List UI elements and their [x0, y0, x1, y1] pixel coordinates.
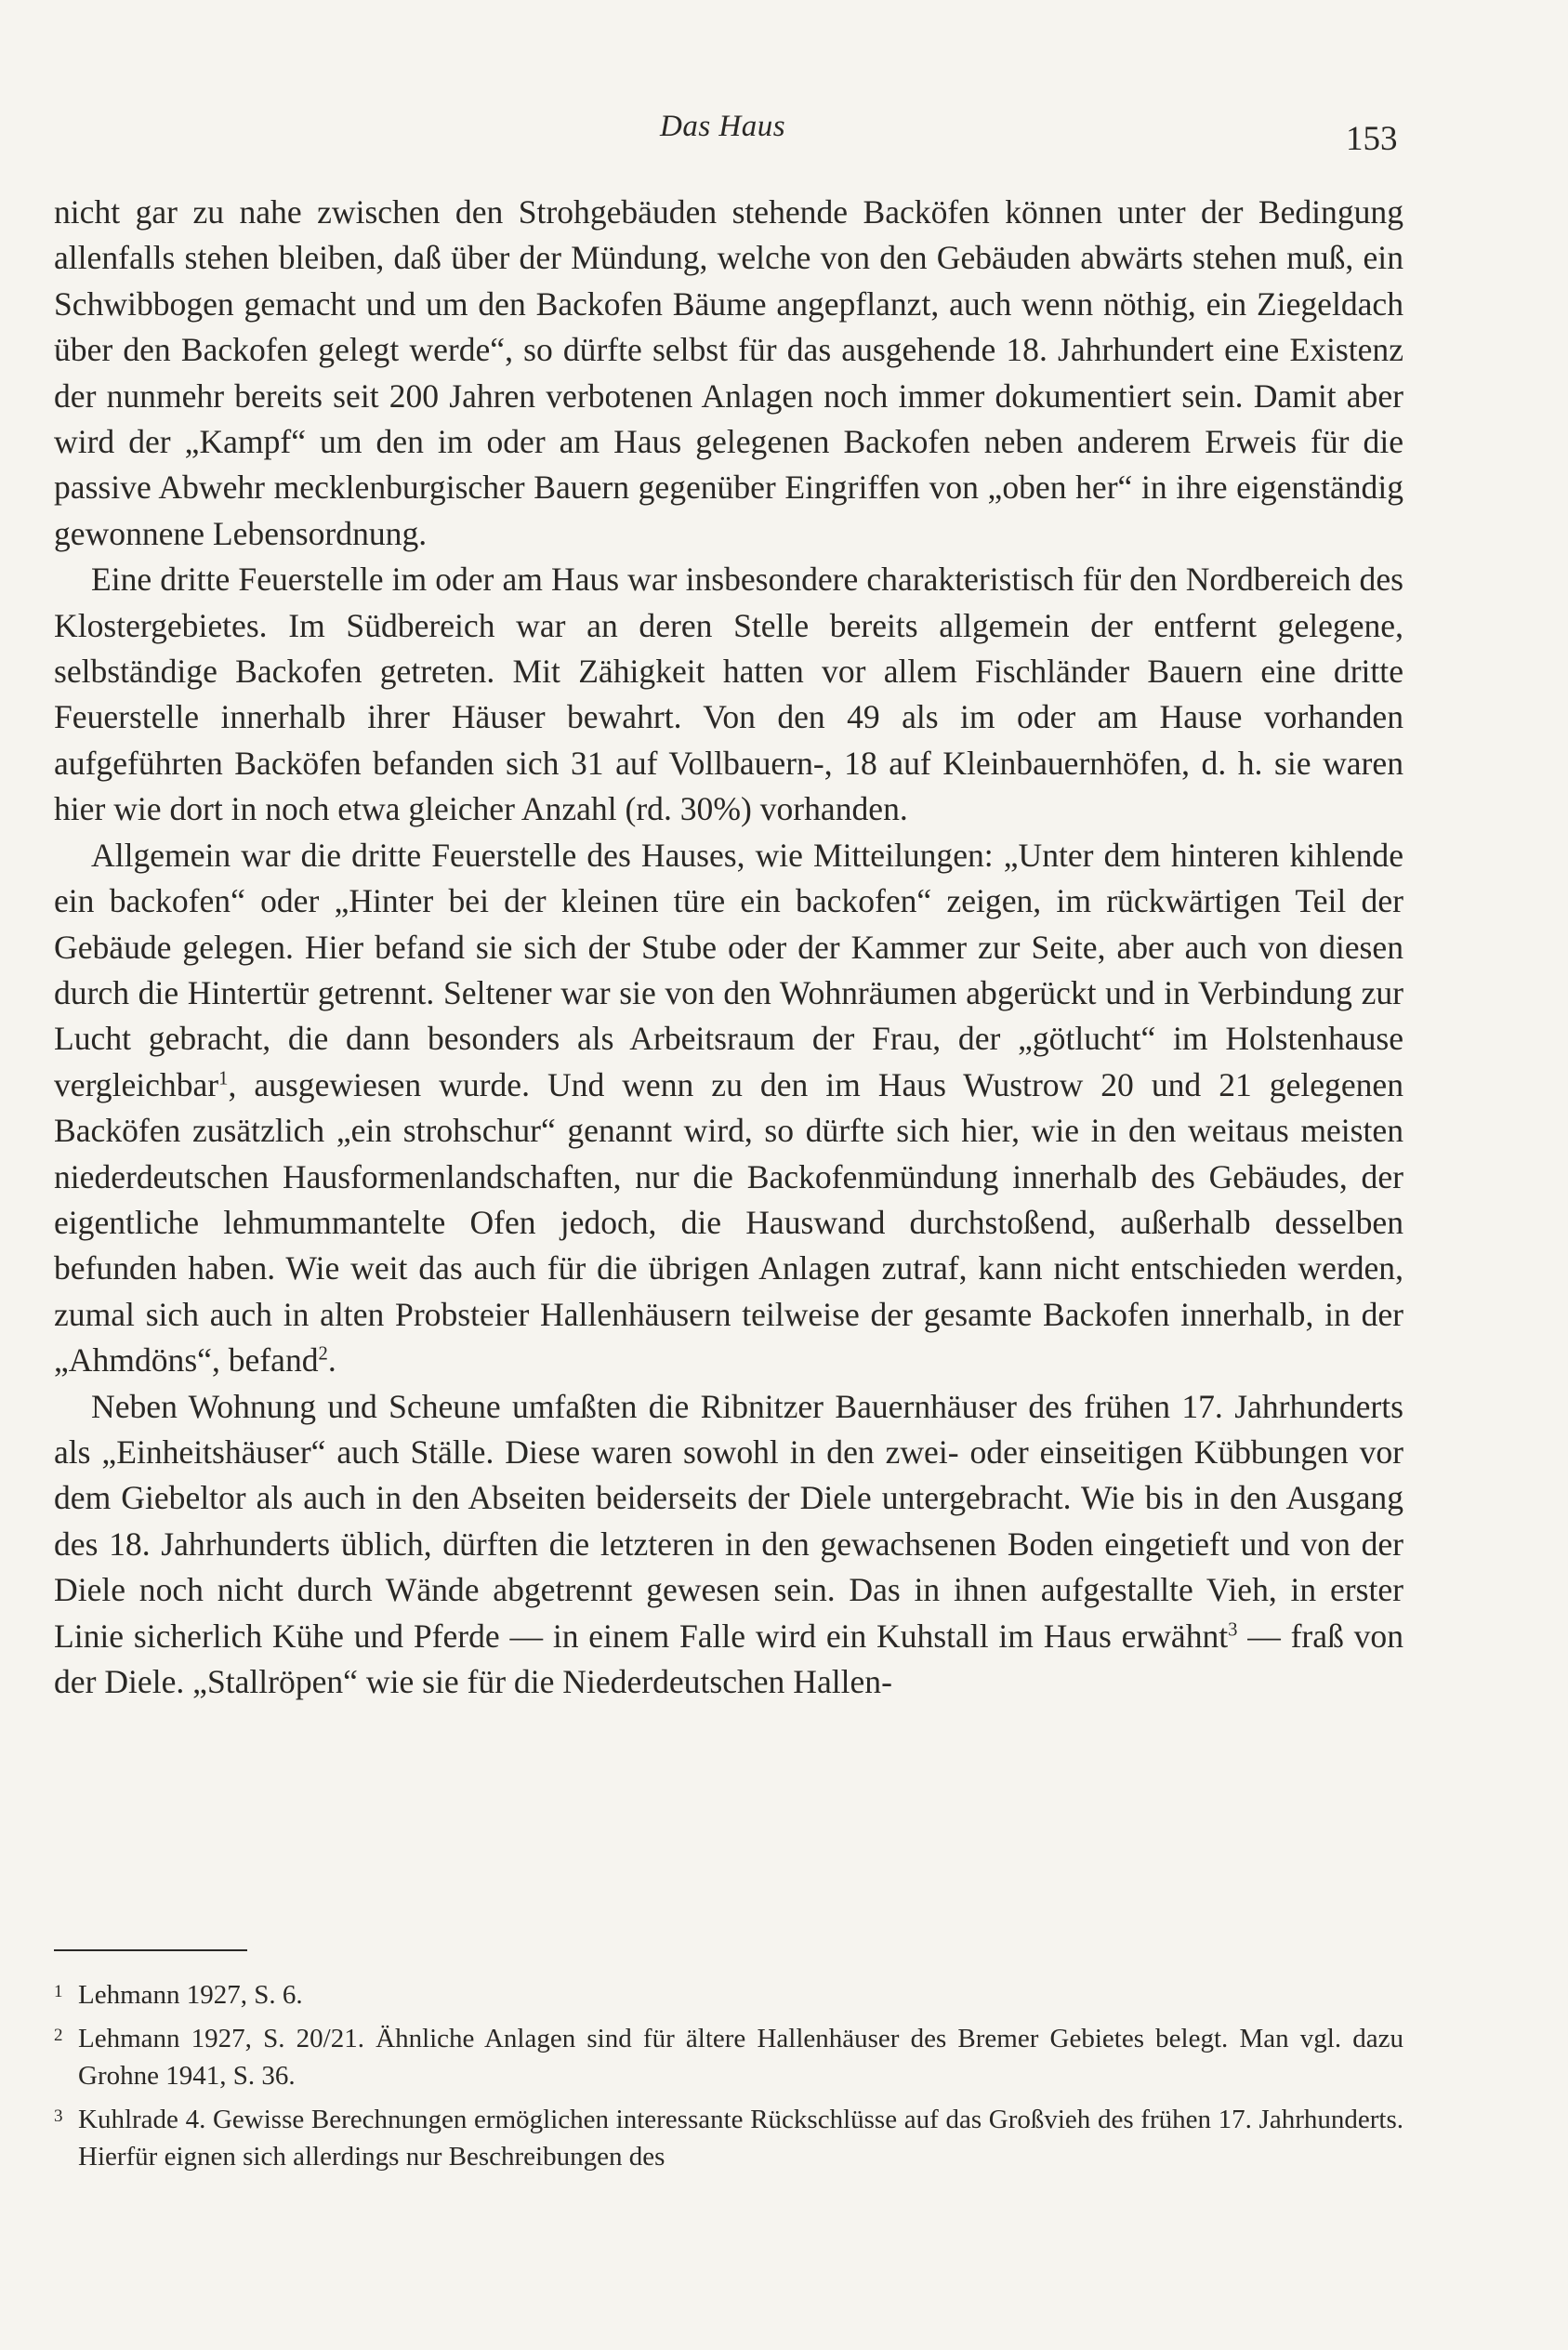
paragraph: [54, 1384, 1403, 1706]
footnote-reference: 2: [318, 1343, 328, 1365]
paragraph: [54, 833, 1403, 1384]
paragraph: [54, 557, 1403, 832]
footnote: [54, 1976, 1403, 2014]
footnote-reference: 3: [1228, 1619, 1238, 1641]
footnote-text: Kuhlrade 4. Gewisse Berechnungen ermöglichen interessante Rückschlüsse auf das Großvieh des frühen 17. Jahrhunderts. Hierfür eignen sich allerdings nur Beschreibungen des: [78, 2104, 1403, 2172]
footnote-reference: 1: [218, 1068, 229, 1089]
paragraph: [54, 190, 1403, 557]
paragraph-text: , ausgewiesen wurde. Und wenn zu den im Haus Wustrow 20 und 21 gelegenen Backöfen zusätzlich „ein strohschur“ genannt wird, so dürfte sich hier, wie in den weitaus meisten niederdeutschen Hausformenlandschaften, nur die Backofenmündung innerhalb des Gebäudes, der eigentliche lehmummantelte Ofen jedoch, die Hauswand durchstoßend, außerhalb desselben befunden haben. Wie weit das auch für die übrigen Anlagen zutraf, kann nicht entschieden werden, zumal sich auch in alten Probsteier Hallenhäusern teilweise der gesamte Backofen innerhalb, in der „Ahmdöns“, befand: [54, 1065, 1403, 1380]
paragraph-text: nicht gar zu nahe zwischen den Strohgebäuden stehende Backöfen können unter der Bedingung allenfalls stehen bleiben, daß über der Mündung, welche von den Gebäuden abwärts stehen muß, ein Schwibbogen gemacht und um den Backofen Bäume angepflanzt, auch wenn nöthig, ein Ziegeldach über den Backofen gelegt werde“, so dürfte selbst für das ausgehende 18. Jahrhundert eine Existenz der nunmehr bereits seit 200 Jahren verbotenen Anlagen noch immer dokumentiert sein. Damit aber wird der „Kampf“ um den im oder am Haus gelegenen Backofen neben anderem Erweis für die passive Abwehr mecklenburgischer Bauern gegenüber Eingriffen von „oben her“ in ihre eigenständig gewonnene Lebensordnung.: [54, 193, 1403, 552]
footnote-text: Lehmann 1927, S. 20/21. Ähnliche Anlagen sind für ältere Hallenhäuser des Bremer Gebietes belegt. Man vgl. dazu Grohne 1941, S. 36.: [78, 2023, 1403, 2091]
paragraph-text: — fraß von der Diele. „Stallröpen“ wie sie für die Niederdeutschen Hallen-: [54, 1617, 1403, 1700]
footnote-text: Lehmann 1927, S. 6.: [78, 1980, 303, 2010]
footnote: [54, 2101, 1403, 2176]
footnotes: [54, 1976, 1403, 2182]
footnote-marker: 3: [54, 2106, 63, 2126]
footnote: [54, 2020, 1403, 2095]
paragraph-text: Neben Wohnung und Scheune umfaßten die Ribnitzer Bauernhäuser des frühen 17. Jahrhunderts als „Einheitshäuser“ auch Ställe. Diese waren sowohl in den zwei- oder einseitigen Kübbungen vor dem Giebeltor als auch in den Abseiten beiderseits der Diele untergebracht. Wie bis in den Ausgang des 18. Jahrhunderts üblich, dürften die letzteren in den gewachsenen Boden eingetieft und von der Diele noch nicht durch Wände abgetrennt gewesen sein. Das in ihnen aufgestallte Vieh, in erster Linie sicherlich Kühe und Pferde — in einem Falle wird ein Kuhstall im Haus erwähnt: [54, 1387, 1403, 1655]
running-head: Das Haus: [660, 110, 786, 143]
paragraph-text: .: [327, 1341, 336, 1380]
paragraph-text: Allgemein war die dritte Feuerstelle des Hauses, wie Mitteilungen: „Unter dem hinteren kihlende ein backofen“ oder „Hinter bei der kleinen türe ein backofen“ zeigen, im rückwärtigen Teil der Gebäude gelegen. Hier befand sie sich der Stube oder der Kammer zur Seite, aber auch von diesen durch die Hintertür getrennt. Seltener war sie von den Wohnräumen abgerückt und in Verbindung zur Lucht gebracht, die dann besonders als Arbeitsraum der Frau, der „götlucht“ im Holstenhause vergleichbar: [54, 836, 1403, 1103]
footnote-marker: 1: [54, 1982, 63, 2001]
footnote-separator: [54, 1949, 247, 1951]
body-text: [54, 190, 1403, 1705]
page-number: 153: [1346, 120, 1398, 158]
paragraph-text: Eine dritte Feuerstelle im oder am Haus war insbesondere charakteristisch für den Nordbereich des Klostergebietes. Im Südbereich war an deren Stelle bereits allgemein der entfernt gelegene, selbständige Backofen getreten. Mit Zähigkeit hatten vor allem Fischländer Bauern eine dritte Feuerstelle innerhalb ihrer Häuser bewahrt. Von den 49 als im oder am Hause vorhanden aufgeführten Backöfen befanden sich 31 auf Vollbauern-, 18 auf Kleinbauernhöfen, d. h. sie waren hier wie dort in noch etwa gleicher Anzahl (rd. 30%) vorhanden.: [54, 561, 1403, 828]
footnote-marker: 2: [54, 2025, 63, 2045]
